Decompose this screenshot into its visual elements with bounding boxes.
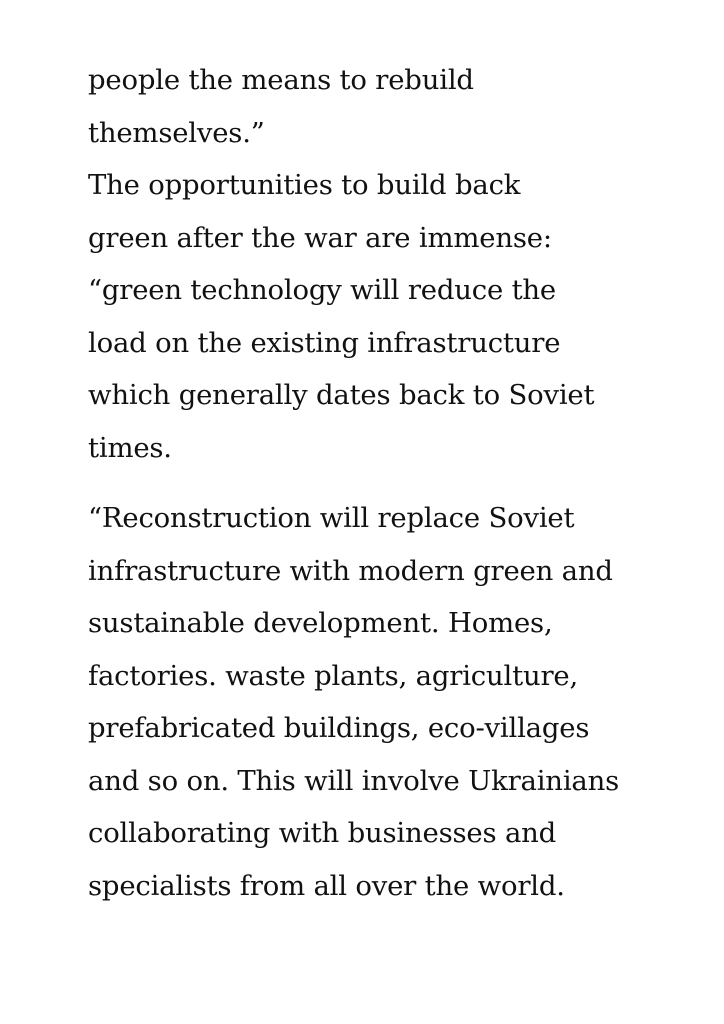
paragraph-line: specialists from all over the world.: [88, 869, 565, 902]
paragraph-line: collaborating with businesses and: [88, 817, 557, 849]
paragraph-line: factories. waste plants, agriculture,: [88, 659, 579, 692]
paragraph-line: “Reconstruction will replace Soviet: [88, 502, 575, 534]
paragraph-line: load on the existing infrastructure: [88, 326, 561, 359]
paragraph-line: and so on. This will involve Ukrainians: [88, 764, 620, 797]
paragraph-line: The opportunities to build back: [88, 169, 521, 201]
paragraph-2: [88, 492, 708, 912]
paragraph-line: “green technology will reduce the: [88, 274, 557, 306]
paragraph-line: themselves.”: [88, 116, 265, 149]
paragraph-line: people the means to rebuild: [88, 64, 474, 96]
paragraph-line: prefabricated buildings, eco-villages: [88, 712, 590, 744]
paragraph-1: [88, 54, 708, 474]
paragraph-line: which generally dates back to Soviet: [88, 379, 595, 411]
paragraph-line: green after the war are immense:: [88, 221, 552, 254]
paragraph-line: sustainable development. Homes,: [88, 607, 553, 639]
paragraph-line: times.: [88, 431, 172, 464]
paragraph-line: infrastructure with modern green and: [88, 554, 613, 587]
